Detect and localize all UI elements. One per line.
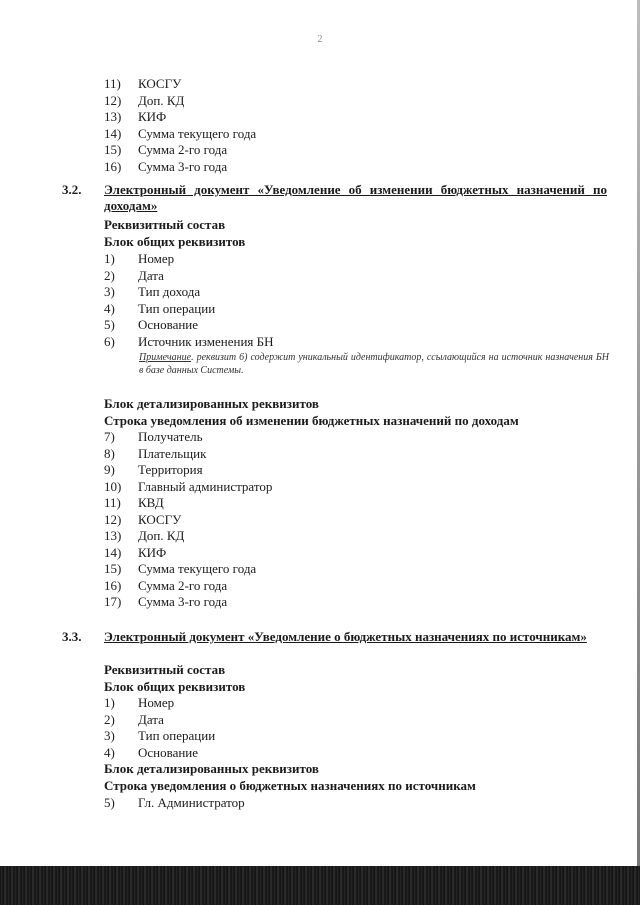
list-item xyxy=(104,528,272,545)
section-3-3-title: Электронный документ «Уведомление о бюджетных назначениях по источникам» xyxy=(104,629,587,644)
list-item-number: 15) xyxy=(104,561,122,576)
list-item-text: Доп. КД xyxy=(138,528,185,543)
list-item-number: 7) xyxy=(104,429,115,444)
list-item-number: 5) xyxy=(104,317,115,332)
list-item-text: Тип дохода xyxy=(138,284,201,299)
list-item-text: Сумма 2-го года xyxy=(138,577,228,593)
list-item-text: Сумма 2-го года xyxy=(138,142,228,157)
list-item-number: 8) xyxy=(104,445,115,461)
list-item-text: Плательщик xyxy=(138,445,207,461)
list-item-number: 10) xyxy=(104,478,122,494)
list-item-text: Тип операции xyxy=(138,728,216,743)
list-item-number: 3) xyxy=(104,728,115,743)
list-item-number: 2) xyxy=(104,711,115,727)
list-item xyxy=(104,561,272,578)
list-item-text: Главный администратор xyxy=(138,478,273,494)
list-item-text: Сумма текущего года xyxy=(138,561,257,576)
list-item-number: 16) xyxy=(104,577,122,593)
section-3-2-detail-list xyxy=(104,429,272,611)
list-item xyxy=(104,462,272,479)
list-item-text: Гл. Администратор xyxy=(138,795,245,810)
list-item-number: 1) xyxy=(104,251,115,266)
list-item-number: 16) xyxy=(104,158,122,174)
section-3-2-number: 3.2. xyxy=(62,182,82,197)
list-item-number: 15) xyxy=(104,142,122,157)
list-item-text: КОСГУ xyxy=(138,76,182,91)
list-item xyxy=(104,251,273,268)
list-item-number: 14) xyxy=(104,544,122,560)
section-3-2-note xyxy=(139,351,609,377)
list-item-number: 6) xyxy=(104,333,115,349)
list-item-number: 13) xyxy=(104,528,122,543)
list-item-text: Основание xyxy=(138,744,199,760)
list-item-number: 14) xyxy=(104,125,122,141)
list-item xyxy=(104,301,273,318)
list-item xyxy=(104,712,215,729)
list-item xyxy=(104,594,272,611)
list-item-text: КИФ xyxy=(138,109,167,124)
section-3-3-composition-heading: Реквизитный состав xyxy=(104,662,226,677)
list-item xyxy=(104,429,272,446)
section-3-3-detail-list xyxy=(104,795,245,812)
list-item xyxy=(104,495,272,512)
list-item xyxy=(104,76,256,93)
section-3-3-common-block-heading: Блок общих реквизитов xyxy=(104,679,246,694)
list-item-number: 12) xyxy=(104,511,122,527)
list-item-text: КИФ xyxy=(138,544,167,560)
list-item xyxy=(104,479,272,496)
list-item-text: Дата xyxy=(138,267,164,283)
list-item-number: 1) xyxy=(104,695,115,710)
list-item-number: 11) xyxy=(104,76,121,91)
section-3-3-detail-row-heading: Строка уведомления о бюджетных назначениях по источникам xyxy=(104,778,476,793)
list-item xyxy=(104,109,256,126)
list-item xyxy=(104,317,273,334)
list-item-text: Тип операции xyxy=(138,300,216,316)
list-item-number: 5) xyxy=(104,795,115,810)
list-item-number: 4) xyxy=(104,744,115,760)
list-item xyxy=(104,728,215,745)
list-item xyxy=(104,545,272,562)
list-item-text: Сумма 3-го года xyxy=(138,158,228,174)
note-text: . реквизит 6) содержит уникальный идентификатор, ссылающийся на источник назначения БН в базе данных Системы. xyxy=(139,352,609,376)
section-3-2-title: Электронный документ «Уведомление об изменении бюджетных назначений по доходам» xyxy=(104,182,607,213)
section-3-2-common-list xyxy=(104,251,273,350)
list-item xyxy=(104,795,245,812)
list-item-text: Сумма текущего года xyxy=(138,125,257,141)
list-item-text: Сумма 3-го года xyxy=(138,594,228,609)
section-3-3-common-list xyxy=(104,695,215,761)
list-item xyxy=(104,93,256,110)
list-item xyxy=(104,446,272,463)
list-item xyxy=(104,159,256,176)
section-3-2-common-block-heading: Блок общих реквизитов xyxy=(104,234,246,249)
list-item-text: КОСГУ xyxy=(138,511,182,527)
list-item-text: Основание xyxy=(138,317,199,332)
list-item-text: Источник изменения БН xyxy=(138,333,274,349)
scan-edge-bottom xyxy=(0,866,640,905)
list-item xyxy=(104,334,273,351)
section-3-2-detail-row-heading: Строка уведомления об изменении бюджетных назначений по доходам xyxy=(104,413,519,428)
list-item-text: Территория xyxy=(138,462,203,477)
list-item-text: Получатель xyxy=(138,429,203,444)
list-item-text: Номер xyxy=(138,695,175,710)
list-item-text: Доп. КД xyxy=(138,92,185,108)
list-item-number: 11) xyxy=(104,495,121,510)
section-3-2-detail-block-heading: Блок детализированных реквизитов xyxy=(104,396,319,411)
page-number: 2 xyxy=(317,34,323,45)
list-item-number: 4) xyxy=(104,300,115,316)
list-item-number: 13) xyxy=(104,109,122,124)
list-item-number: 12) xyxy=(104,92,122,108)
list-item-number: 2) xyxy=(104,267,115,283)
list-item-number: 17) xyxy=(104,594,122,609)
section-3-3-detail-block-heading: Блок детализированных реквизитов xyxy=(104,761,319,776)
list-item xyxy=(104,142,256,159)
list-item xyxy=(104,695,215,712)
list-item xyxy=(104,268,273,285)
section-3-3-number: 3.3. xyxy=(62,629,82,644)
section-3-2-composition-heading: Реквизитный состав xyxy=(104,217,226,232)
list-item-number: 9) xyxy=(104,462,115,477)
list-item xyxy=(104,745,215,762)
list-item-text: Номер xyxy=(138,251,175,266)
list-item-text: КВД xyxy=(138,495,164,510)
list-item-number: 3) xyxy=(104,284,115,299)
list-item xyxy=(104,578,272,595)
continued-requisites-list xyxy=(104,76,256,175)
list-item xyxy=(104,126,256,143)
list-item-text: Дата xyxy=(138,711,164,727)
list-item xyxy=(104,284,273,301)
note-label: Примечание xyxy=(139,352,192,363)
list-item xyxy=(104,512,272,529)
